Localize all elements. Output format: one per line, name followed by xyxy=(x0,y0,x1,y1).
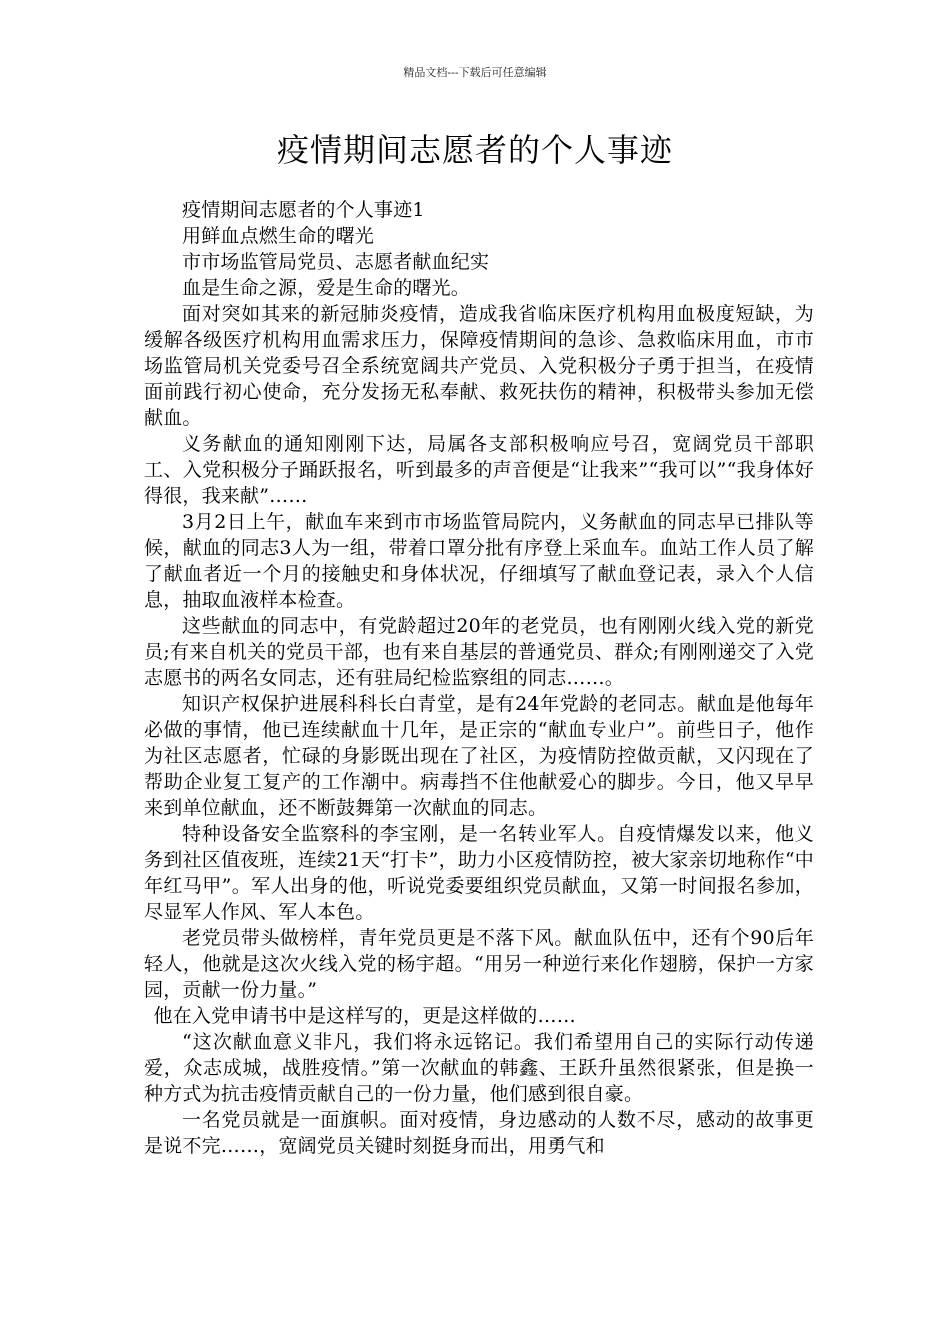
document-title: 疫情期间志愿者的个人事迹 xyxy=(276,131,673,169)
paragraph: 疫情期间志愿者的个人事迹1 xyxy=(182,199,425,221)
paragraph: 一名党员就是一面旗帜。面对疫情，身边感动的人数不尽，感动的故事更是说不完……，宽阔党员关键时刻挺身而出，用勇气和 xyxy=(144,1109,814,1157)
paragraph: 面对突如其来的新冠肺炎疫情，造成我省临床医疗机构用血极度短缺，为缓解各级医疗机构用血需求压力，保障疫情期间的急诊、急救临床用血，市市场监管局机关党委号召全系统宽阔共产党员、入党积极分子勇于担当，在疫情面前践行初心使命，充分发扬无私奉献、救死扶伤的精神，积极带头参加无偿献血。 xyxy=(144,303,814,429)
paragraph: “这次献血意义非凡，我们将永远铭记。我们希望用自己的实际行动传递爱，众志成城，战胜疫情。”第一次献血的韩鑫、王跃升虽然很紧张，但是换一种方式为抗击疫情贡献自己的一份力量，他们感到很自豪。 xyxy=(144,1031,814,1105)
paragraph: 3月2日上午，献血车来到市市场监管局院内，义务献血的同志早已排队等候，献血的同志3人为一组，带着口罩分批有序登上采血车。血站工作人员了解了献血者近一个月的接触史和身体状况，仔细填写了献血登记表，录入个人信息，抽取血液样本检查。 xyxy=(144,511,814,611)
paragraph: 这些献血的同志中，有党龄超过20年的老党员，也有刚刚火线入党的新党员;有来自机关的党员干部，也有来自基层的普通党员、群众;有刚刚递交了入党志愿书的两名女同志，还有驻局纪检监察组的同志……。 xyxy=(144,615,814,689)
paragraph: 特种设备安全监察科的李宝刚，是一名转业军人。自疫情爆发以来，他义务到社区值夜班，连续21天“打卡”，助力小区疫情防控，被大家亲切地称作“中年红马甲”。军人出身的他，听说党委要组织党员献血，又第一时间报名参加，尽显军人作风、军人本色。 xyxy=(144,823,814,923)
paragraph: 知识产权保护进展科科长白青堂，是有24年党龄的老同志。献血是他每年必做的事情，他已连续献血十几年，是正宗的“献血专业户”。前些日子，他作为社区志愿者，忙碌的身影既出现在了社区，为疫情防控做贡献，又闪现在了帮助企业复工复产的工作潮中。病毒挡不住他献爱心的脚步。今日，他又早早来到单位献血，还不断鼓舞第一次献血的同志。 xyxy=(144,693,814,819)
paragraph: 市市场监管局党员、志愿者献血纪实 xyxy=(182,251,490,273)
document-body xyxy=(144,197,814,1159)
paragraph: 义务献血的通知刚刚下达，局属各支部积极响应号召，宽阔党员干部职工、入党积极分子踊跃报名，听到最多的声音便是“让我来”“我可以”“我身体好得很，我来献”…… xyxy=(144,433,814,507)
paragraph: 血是生命之源，爱是生命的曙光。 xyxy=(182,277,471,299)
paragraph: 他在入党申请书中是这样写的，更是这样做的…… xyxy=(153,1005,576,1027)
paragraph: 老党员带头做榜样，青年党员更是不落下风。献血队伍中，还有个90后年轻人，他就是这次火线入党的杨宇超。“用另一种逆行来化作翅膀，保护一方家园，贡献一份力量。” xyxy=(144,927,814,1001)
page-header: 精品文档---下载后可任意编辑 xyxy=(403,66,547,79)
paragraph: 用鲜血点燃生命的曙光 xyxy=(182,225,375,247)
